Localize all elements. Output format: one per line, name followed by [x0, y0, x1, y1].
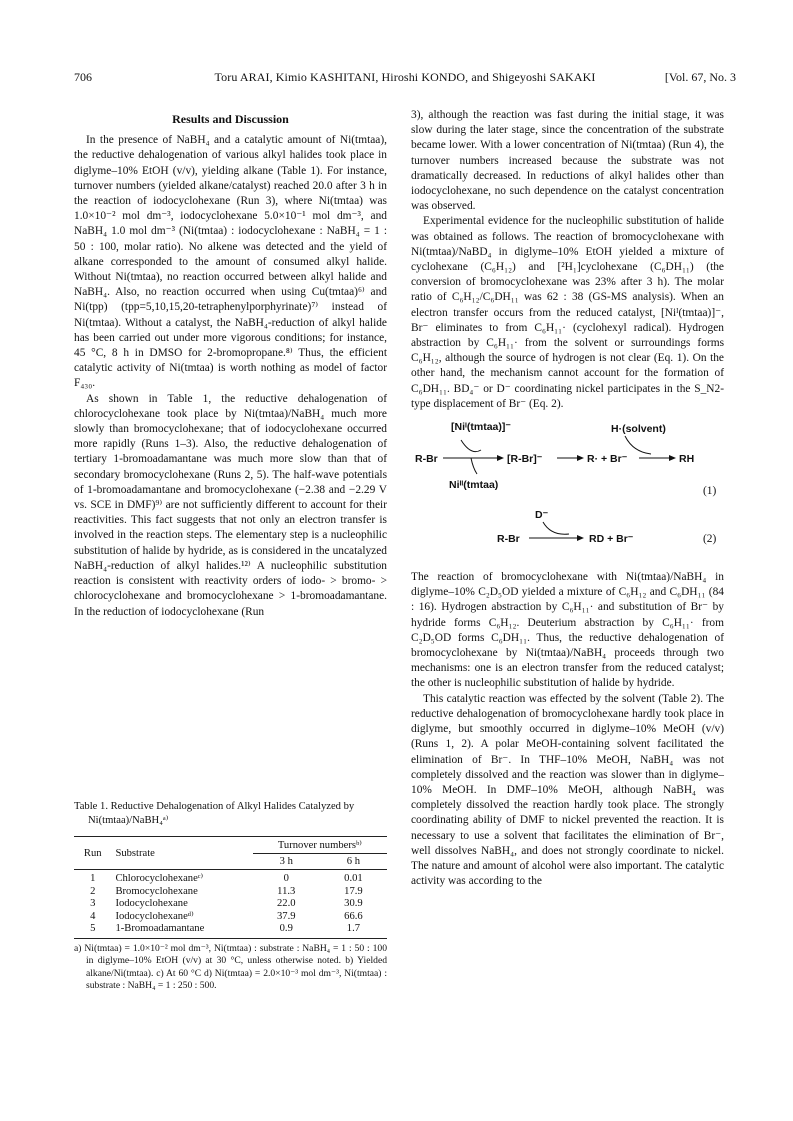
eq2-reactant: R-Br	[497, 533, 520, 546]
table-1	[74, 800, 387, 1002]
table-row	[74, 886, 387, 899]
data-table	[74, 836, 387, 939]
cell-3h: 0.9	[253, 923, 320, 938]
eq1-number: (1)	[703, 485, 717, 498]
cell-6h: 1.7	[320, 923, 387, 938]
cell-run: 1	[74, 870, 111, 886]
cell-run: 3	[90, 898, 96, 909]
cell-substrate: Iodocyclohexane	[115, 898, 188, 909]
eq2-products: RD + Br⁻	[589, 533, 634, 546]
cell-substrate: Bromocyclohexane	[115, 885, 198, 897]
paragraph: Experimental evidence for the nucleophilic substitution of halide was obtained as follows. The reaction of bromocyclohexane with Ni(tmtaa)/NaBD₄ in diglyme–10% EtOH yielded a mixture of cyclohexane (C₆H₁₂) and [²H₁]cyclohexane (C₆DH₁₁) (the conversion of bromocyclohexane was 23% after 3 h). The molar ratio of C₆H₁₂/C₆DH₁₁ was 62 : 38 (GS-MS analysis). When an electron transfer occurs from the reduced catalyst, [Niᴵ(tmtaa)]⁻, Br⁻ eliminates to from C₆H₁₁· (cyclohexyl radical). Hydrogen abstraction by C₆H₁₁· from the solvent or surroundings forms C₆H₁₂, although the source of hydrogen is not clear (Eq. 1). On the other hand, the mechanism cannot account for the formation of C₆DH₁₁. BD₄⁻ or D⁻ coordinating nickel participates in the S_N2-type displacement of Br⁻ (Eq. 2).	[411, 215, 724, 410]
cell-substrate: Iodocyclohexaneᵈ⁾	[115, 910, 194, 922]
eq2-reagent: D⁻	[535, 509, 549, 522]
paragraph: This catalytic reaction was effected by the solvent (Table 2). The reductive dehalogenation of bromocyclohexane hardly took place in diglyme, but smoothly occurred in diglyme–10% MeOH (v/v) (Runs 1, 2). A polar MeOH-containing solvent facilitated the elimination of Br⁻. In THF–10% MeOH, NaBH₄ was not completely dissolved and the reaction was slower than in diglyme–10% MeOH. In DMF–10% MeOH, although NaBH₄ was completely dissolved the reaction hardly took place. The strongly coordinating ability of DMF to nickel prevented the reaction. It is necessary to use a solvent that facilitates the elimination of Br⁻, well dissolves NaBH₄, and does not strongly coordinate to nickel. The nature and amount of alcohol were also important. The catalytic activity was according to the	[411, 692, 724, 888]
eq1-final: RH	[679, 453, 695, 466]
header-run: Run	[74, 837, 111, 870]
table-row	[74, 923, 387, 938]
cell-6h: 0.01	[320, 870, 387, 886]
eq1-byproduct: Niᴵᴵ(tmtaa)	[449, 479, 499, 492]
paragraph: In the presence of NaBH₄ and a catalytic amount of Ni(tmtaa), the reductive dehalogenation of various alkyl halides took place in diglyme–10% EtOH (v/v), yielding alkane (Table 1). For instance, turnover numbers (yielded alkane/catalyst) reached 20.0 after 3 h in the reaction of iodocyclohexane (Run 3), where Ni(tmtaa) was 1.0×10⁻² mol dm⁻³, iodocyclohexane 5.0×10⁻¹ mol dm⁻³, and NaBH₄ 1.0 mol dm⁻³ (Ni(tmtaa) : iodocyclohexane : NaBH₄ = 1 : 50 : 100, molar ratio). No alkene was detected and the yield of alkane corresponded to the amount of consumed alkyl halide. Without Ni(tmtaa), no reaction occurred between alkyl halide and NaBH₄. Also, no reaction occurred when using Cu(tmtaa)⁶⁾ and Ni(tpp) (tpp=5,10,15,20-tetraphenylporphyrinate)⁷⁾ instead of Ni(tmtaa). Without a catalyst, the NaBH₄-reduction of alkyl halide has been carried out under more vigorous conditions; for instance, 45 °C, 8 h in DMSO for 2-bromopropane.⁸⁾ Thus, the efficient catalytic activity of Ni(tmtaa) is worth nothing as model of factor F₄₃₀.	[74, 134, 387, 390]
cell-substrate: 1-Bromoadamantane	[111, 923, 252, 938]
cell-run: 2	[90, 885, 96, 897]
right-column	[411, 108, 724, 889]
paragraph: The reaction of bromocyclohexane with Ni(tmtaa)/NaBH₄ in diglyme–10% C₂D₅OD yielded a mixture of C₆H₁₂ and C₆DH₁₁ (84 : 16). Hydrogen abstraction by C₆H₁₁· and substitution of Br⁻ by hydride forms C₆H₁₂. Deuterium abstraction by C₆H₁₁· from C₂D₅OD forms C₆DH₁₁. Thus, the reductive dehalogenation of bromocyclohexane by Ni(tmtaa)/NaBH₄ proceeds through two mechanisms: one is an electron transfer from the reduced catalyst; the other is nucleophilic substitution of halide by hydride.	[411, 571, 724, 690]
left-column	[74, 108, 387, 620]
section-title: Results and Discussion	[172, 112, 289, 126]
paragraph: 3), although the reaction was fast during the initial stage, it was slow during the later stage, since the concentration of the substrate became lower. With a lower concentration of Ni(tmtaa) (Run 4), the turnover numbers increased because the substrate was not dramatically decreased. In reductions of alkyl halides other than iodocyclohexane, no such dependence on the catalyst concentration was observed.	[411, 109, 724, 213]
header-6h: 6 h	[346, 856, 361, 867]
eq2-number: (2)	[703, 533, 717, 546]
header-turnover: Turnover numbersᵇ⁾	[253, 837, 387, 854]
cell-6h: 66.6	[344, 910, 363, 922]
eq1-reactant: R-Br	[415, 453, 438, 466]
cell-3h: 11.3	[277, 885, 296, 897]
header-substrate: Substrate	[111, 837, 252, 870]
cell-run: 5	[74, 923, 111, 938]
reaction-scheme	[411, 416, 724, 566]
table-footnotes: a) Ni(tmtaa) = 1.0×10⁻² mol dm⁻³, Ni(tmtaa) : substrate : NaBH₄ = 1 : 50 : 100 in diglyme–10% EtOH (v/v) at 30 °C, unless otherwise noted. b) Yielded alkane/Ni(tmtaa). c) At 60 °C d) Ni(tmtaa) = 2.0×10⁻³ mol dm⁻³, Ni(tmtaa) : substrate : NaBH₄ = 1 : 250 : 500.	[74, 942, 387, 991]
running-authors: Toru ARAI, Kimio KASHITANI, Hiroshi KONDO, and Shigeyoshi SAKAKI	[214, 70, 596, 84]
eq1-intermediate: [R-Br]⁻	[507, 453, 543, 466]
cell-6h: 17.9	[344, 885, 363, 897]
eq1-hsource: H·(solvent)	[611, 423, 666, 436]
cell-6h: 30.9	[344, 898, 363, 909]
cell-3h: 0	[253, 870, 320, 886]
volume-info: [Vol. 67, No. 3	[664, 70, 736, 84]
running-header	[74, 70, 736, 86]
cell-3h: 22.0	[276, 898, 296, 909]
eq1-catalyst: [Niᴵ(tmtaa)]⁻	[451, 421, 511, 434]
eq1-products: R· + Br⁻	[587, 453, 628, 466]
paragraph: As shown in Table 1, the reductive dehalogenation of chlorocyclohexane took place by Ni(tmtaa)/NaBH₄ much more slowly than bromocyclohexane; that of iodocyclohexane occurred more rapidly (Runs 1–3). Also, the reductive dehalogenation of tertiary 1-bromoadamantane was much more slow than that of secondary bromocyclohexane (Runs 2, 5). The half-wave potentials of 1-bromoadamantane and bromocyclohexane (−2.38 and −2.29 V vs. SCE in DMF)⁹⁾ are not sufficiently different to account for their reactivities. This fact suggests that not only an electron transfer is involved in the reaction steps. The elementary step is a nucleophilic substitution of halide by hydride, as is considered in the uncatalyzed NaBH₄-reduction of alkyl halides.¹²⁾ A nucleophilic substitution reaction is consistent with reactivity orders of iodo- > bromo- > chlorocyclohexane and bromocyclohexane > 1-bromoadamantane. In the reduction of iodocyclohexane (Run	[74, 392, 387, 618]
header-3h: 3 h	[279, 856, 293, 867]
table-row	[74, 911, 387, 924]
page-number: 706	[74, 70, 92, 84]
cell-run: 4	[90, 910, 96, 922]
cell-substrate: Chlorocyclohexaneᶜ⁾	[111, 870, 252, 886]
table-row	[74, 898, 387, 911]
cell-3h: 37.9	[276, 910, 296, 922]
table-caption: Table 1. Reductive Dehalogenation of Alkyl Halides Catalyzed by Ni(tmtaa)/NaBH₄ᵃ⁾	[74, 801, 355, 826]
